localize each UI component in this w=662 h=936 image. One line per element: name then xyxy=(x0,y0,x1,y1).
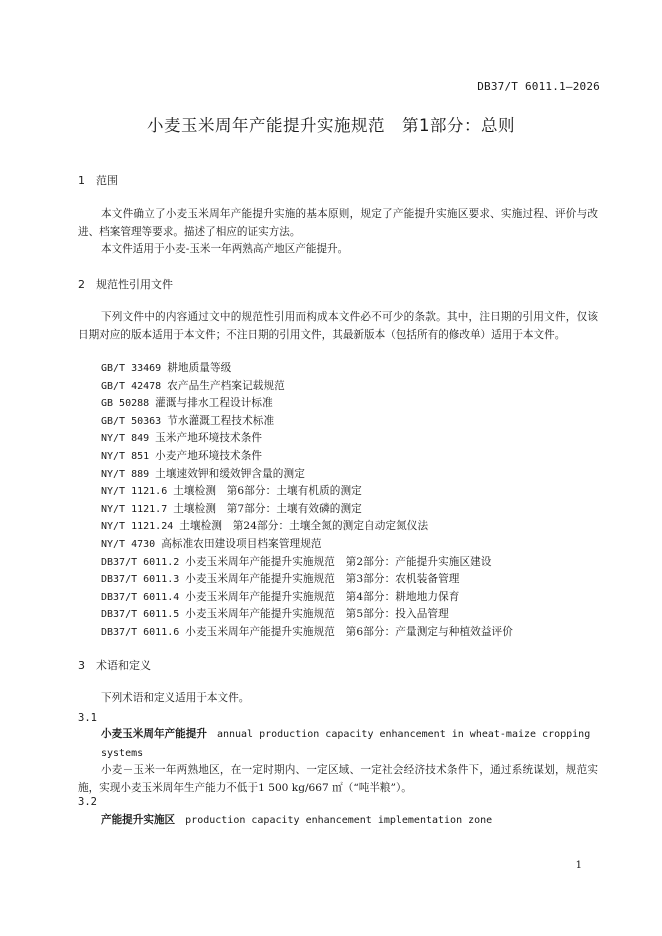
reference-name: 土壤检测 第24部分：土壤全氮的测定自动定氮仪法 xyxy=(179,520,429,533)
reference-item xyxy=(101,554,492,569)
section-title: 术语和定义 xyxy=(96,659,151,672)
reference-code: NY/T 1121.24 xyxy=(101,521,174,533)
reference-name: 小麦玉米周年产能提升实施规范 第6部分：产量测定与种植效益评价 xyxy=(185,626,513,638)
reference-name: 玉米产地环境技术条件 xyxy=(155,432,263,445)
page-number: 1 xyxy=(575,860,582,871)
reference-code: NY/T 1121.6 xyxy=(101,486,168,498)
reference-code: DB37/T 6011.3 xyxy=(101,574,180,586)
term-definition: 小麦－玉米一年两熟地区，在一定时期内、一定区域、一定社会经济技术条件下，通过系统谋划，规范实施，实现小麦玉米周年生产能力不低于1 500 kg/667 ㎡（“吨半粮”）。 xyxy=(78,764,598,794)
section-1-heading xyxy=(78,172,118,188)
reference-name: 节水灌溉工程技术标准 xyxy=(167,414,275,427)
reference-item xyxy=(101,483,362,498)
reference-code: DB37/T 6011.2 xyxy=(101,556,180,568)
reference-code: NY/T 1121.7 xyxy=(101,503,168,515)
term-chinese: 产能提升实施区 xyxy=(101,814,176,826)
reference-code: DB37/T 6011.4 xyxy=(101,591,180,603)
terms-intro: 下列术语和定义适用于本文件。 xyxy=(101,692,250,704)
reference-code: NY/T 889 xyxy=(101,468,150,480)
reference-item xyxy=(101,571,459,586)
reference-name: 小麦玉米周年产能提升实施规范 第5部分：投入品管理 xyxy=(185,608,449,621)
term-number: 3.2 xyxy=(78,796,97,808)
scope-paragraph-1: 本文件确立了小麦玉米周年产能提升实施的基本原则，规定了产能提升实施区要求、实施过程、评价与改进、档案管理等要求。描述了相应的证实方法。 xyxy=(78,208,598,238)
reference-name: 土壤检测 第7部分：土壤有效磷的测定 xyxy=(173,502,362,515)
reference-name: 小麦玉米周年产能提升实施规范 第4部分：耕地地力保育 xyxy=(185,590,460,603)
references-paragraph: 下列文件中的内容通过文中的规范性引用而构成本文件必不可少的条款。其中，注日期的引用文件，仅该日期对应的版本适用于本文件；不注日期的引用文件，其最新版本（包括所有的修改单）适用于本文件。 xyxy=(78,311,598,341)
scope-paragraph-2: 本文件适用于小麦-玉米一年两熟高产地区产能提升。 xyxy=(101,243,349,255)
reference-name: 高标准农田建设项目档案管理规范 xyxy=(161,538,322,550)
reference-code: GB 50288 xyxy=(101,398,150,410)
reference-item xyxy=(101,378,285,393)
section-title: 范围 xyxy=(96,174,118,187)
section-number: 2 xyxy=(78,278,85,291)
standard-code: DB37/T 6011.1—2026 xyxy=(477,80,600,93)
document-title: 小麦玉米周年产能提升实施规范 第1部分：总则 xyxy=(147,116,515,135)
term-chinese: 小麦玉米周年产能提升 xyxy=(101,728,207,740)
reference-item xyxy=(101,430,262,445)
reference-code: DB37/T 6011.5 xyxy=(101,609,180,621)
reference-name: 灌溉与排水工程设计标准 xyxy=(155,397,273,410)
reference-name: 耕地质量等级 xyxy=(167,362,232,374)
term-entry xyxy=(101,811,599,830)
reference-name: 小麦玉米周年产能提升实施规范 第3部分：农机装备管理 xyxy=(185,573,460,586)
section-3-heading xyxy=(78,657,151,673)
section-number: 3 xyxy=(78,659,85,672)
term-number: 3.1 xyxy=(78,712,97,724)
term-entry xyxy=(101,725,599,763)
reference-name: 小麦产地环境技术条件 xyxy=(155,450,263,462)
section-number: 1 xyxy=(78,174,85,187)
reference-item xyxy=(101,536,322,551)
section-title: 规范性引用文件 xyxy=(96,278,173,291)
reference-code: GB/T 50363 xyxy=(101,415,162,427)
reference-code: NY/T 849 xyxy=(101,433,150,445)
reference-code: NY/T 4730 xyxy=(101,539,156,550)
reference-code: GB/T 42478 xyxy=(101,380,162,392)
reference-code: GB/T 33469 xyxy=(101,363,162,374)
reference-item xyxy=(101,518,428,533)
reference-code: NY/T 851 xyxy=(101,451,150,462)
reference-item xyxy=(101,413,274,428)
reference-item xyxy=(101,466,305,481)
section-2-heading xyxy=(78,276,173,292)
term-english: annual production capacity enhancement in wheat-maize cropping systems xyxy=(101,729,591,759)
reference-item xyxy=(101,606,449,621)
reference-name: 土壤检测 第6部分：土壤有机质的测定 xyxy=(173,485,362,498)
reference-item xyxy=(101,395,273,410)
reference-name: 农产品生产档案记载规范 xyxy=(167,379,285,392)
reference-item xyxy=(101,589,459,604)
reference-item xyxy=(101,624,513,639)
reference-item xyxy=(101,448,262,463)
reference-name: 小麦玉米周年产能提升实施规范 第2部分：产能提升实施区建设 xyxy=(185,555,492,568)
reference-item xyxy=(101,360,231,375)
reference-name: 土壤速效钾和缓效钾含量的测定 xyxy=(155,467,305,480)
reference-code: DB37/T 6011.6 xyxy=(101,627,180,638)
term-english: production capacity enhancement implementation zone xyxy=(185,815,493,826)
reference-item xyxy=(101,501,362,516)
